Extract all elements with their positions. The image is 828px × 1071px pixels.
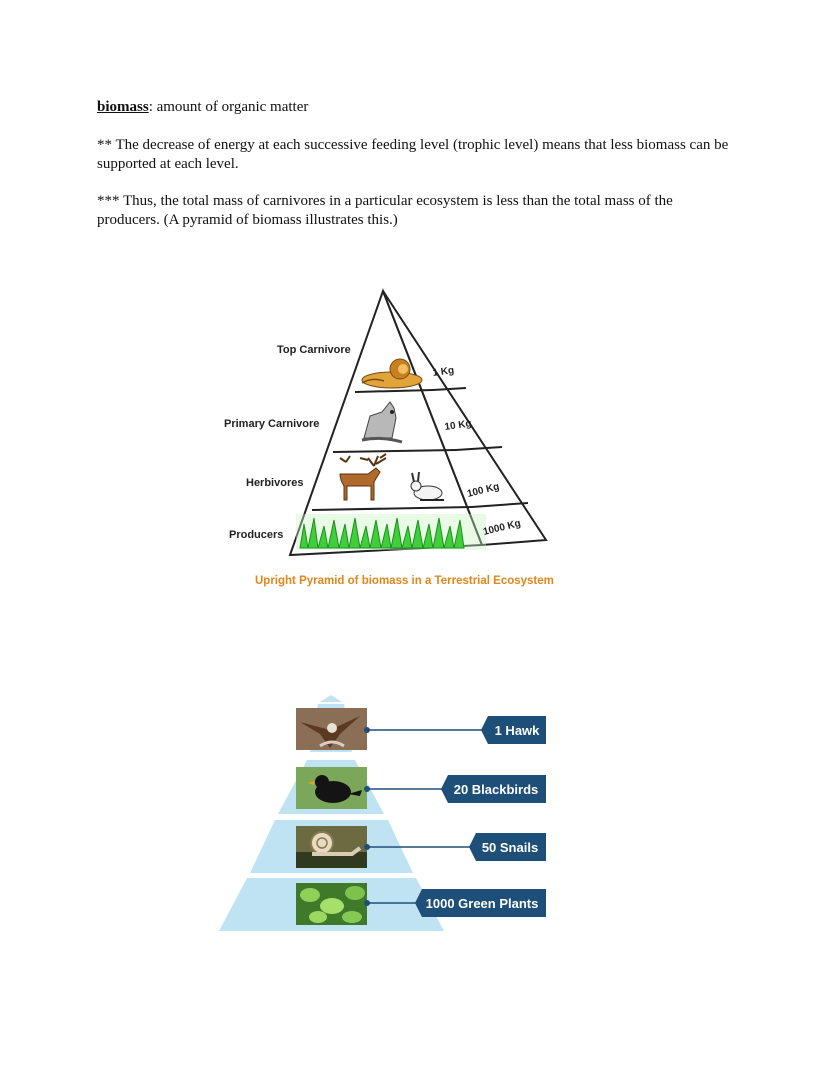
hawk-icon [296, 708, 367, 750]
mass-producers: 1000 Kg [482, 517, 522, 538]
energy-note: ** The decrease of energy at each successive feeding level (trophic level) means that less biomass can be supported at each level. [97, 137, 729, 172]
biomass-caption: Upright Pyramid of biomass in a Terrestrial Ecosystem [255, 575, 554, 587]
mass-primary-carnivore: 10 Kg [443, 418, 473, 433]
connector-lines [367, 730, 484, 903]
level-name-producers: Producers [229, 529, 284, 541]
mass-herbivores: 100 Kg [466, 481, 501, 500]
plants-icon [296, 883, 367, 925]
label-hawk: 1 Hawk [494, 723, 540, 738]
definition-text: : amount of organic matter [148, 99, 309, 115]
label-green-plants: 1000 Green Plants [425, 896, 539, 911]
mass-top-carnivore: 1 Kg [431, 365, 455, 379]
snail-icon [296, 826, 367, 868]
label-blackbirds: 20 Blackbirds [453, 782, 539, 797]
level-name-primary-carnivore: Primary Carnivore [224, 418, 320, 430]
blackbird-icon [296, 767, 367, 809]
level-name-top-carnivore: Top Carnivore [277, 344, 351, 356]
carnivore-note: *** Thus, the total mass of carnivores in a particular ecosystem is less than the total mass of the producers. (A pyramid of biomass illustrates this.) [97, 193, 673, 228]
level-name-herbivores: Herbivores [246, 477, 304, 489]
label-badges [415, 716, 546, 917]
label-snails: 50 Snails [481, 840, 539, 855]
term-biomass: biomass [97, 99, 149, 115]
